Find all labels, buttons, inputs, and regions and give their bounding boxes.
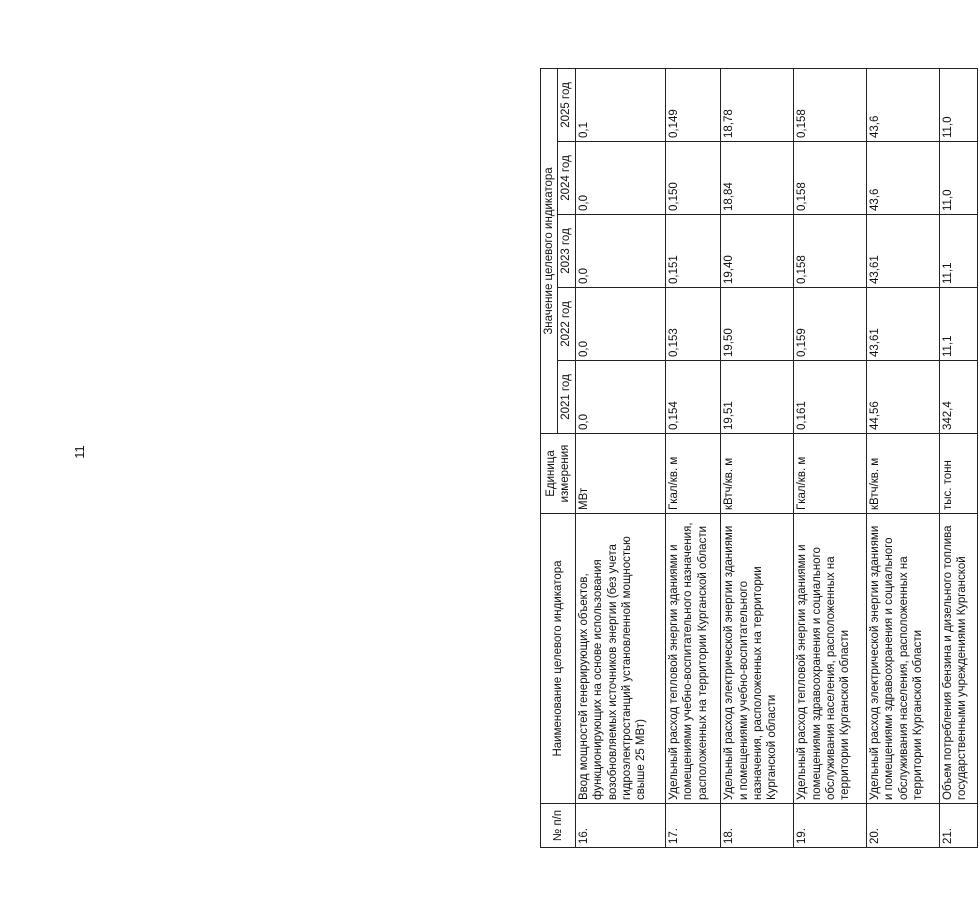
row-value: 44,56: [866, 361, 939, 434]
row-value: 0,1: [575, 68, 665, 141]
header-year: 2025 год: [558, 68, 575, 141]
header-year: 2024 год: [558, 142, 575, 215]
row-num: 20.: [866, 804, 939, 848]
header-year: 2023 год: [558, 215, 575, 288]
row-value: 11,1: [939, 288, 977, 361]
row-num: 16.: [575, 804, 665, 848]
row-num: 17.: [665, 804, 721, 848]
table-row: [721, 68, 794, 847]
rotated-table-wrapper: [540, 62, 980, 848]
row-value: 0,0: [575, 361, 665, 434]
header-row: [541, 68, 558, 847]
header-year: 2022 год: [558, 288, 575, 361]
row-value: 0,151: [665, 215, 721, 288]
row-value: 11,1: [939, 215, 977, 288]
row-value: 11,0: [939, 68, 977, 141]
row-value: 0,161: [794, 361, 867, 434]
row-unit: Гкал/кв. м: [794, 434, 867, 514]
row-value: 0,149: [665, 68, 721, 141]
row-num: 18.: [721, 804, 794, 848]
header-year: 2021 год: [558, 361, 575, 434]
table-row: [866, 68, 939, 847]
table-row: [939, 68, 977, 847]
header-name: Наименование целевого индикатора: [541, 514, 576, 804]
row-value: 18,84: [721, 142, 794, 215]
row-unit: кВтч/кв. м: [721, 434, 794, 514]
row-name: Удельный расход электрической энергии зданиями и помещениями здравоохранения и социального обслуживания населения, расположенных на территории Курганской области: [866, 514, 939, 804]
row-value: 19,50: [721, 288, 794, 361]
row-value: 0,159: [794, 288, 867, 361]
row-unit: МВт: [575, 434, 665, 514]
row-value: 0,150: [665, 142, 721, 215]
row-value: 43,61: [866, 215, 939, 288]
row-value: 43,61: [866, 288, 939, 361]
row-value: 18,78: [721, 68, 794, 141]
table-row: [794, 68, 867, 847]
row-name: Удельный расход тепловой энергии зданиями и помещениями здравоохранения и социального обслуживания населения, расположенных на территории Курганской области: [794, 514, 867, 804]
row-value: 0,154: [665, 361, 721, 434]
header-unit: Единица измерения: [541, 434, 576, 514]
header-target: Значение целевого индикатора: [541, 68, 558, 433]
row-name: Удельный расход тепловой энергии зданиями и помещениями учебно-воспитательного назначения, расположенных на территории Курганской области: [665, 514, 721, 804]
row-name: Ввод мощностей генерирующих объектов, функционирующих на основе использования возобновляемых источников энергии (без учета гидроэлектростанций установленной мощностью свыше 25 МВт): [575, 514, 665, 804]
row-value: 0,153: [665, 288, 721, 361]
table-row: [575, 68, 665, 847]
row-num: 19.: [794, 804, 867, 848]
row-value: 0,0: [575, 142, 665, 215]
row-value: 0,158: [794, 68, 867, 141]
row-value: 0,158: [794, 142, 867, 215]
row-value: 43,6: [866, 68, 939, 141]
row-value: 19,40: [721, 215, 794, 288]
page-number: 11: [72, 445, 87, 459]
indicator-table: [540, 68, 978, 848]
row-unit: кВтч/кв. м: [866, 434, 939, 514]
row-num: 21.: [939, 804, 977, 848]
row-value: 11,0: [939, 142, 977, 215]
row-name: Удельный расход электрической энергии зданиями и помещениями учебно-воспитательного назначения, расположенных на территории Курганской области: [721, 514, 794, 804]
row-value: 0,0: [575, 215, 665, 288]
row-unit: тыс. тонн: [939, 434, 977, 514]
row-value: 43,6: [866, 142, 939, 215]
table-row: [665, 68, 721, 847]
row-value: 19,51: [721, 361, 794, 434]
row-unit: Гкал/кв. м: [665, 434, 721, 514]
row-name: Объем потребления бензина и дизельного топлива государственными учреждениями Курганской: [939, 514, 977, 804]
header-num: № п/п: [541, 804, 576, 848]
row-value: 342,4: [939, 361, 977, 434]
row-value: 0,158: [794, 215, 867, 288]
row-value: 0,0: [575, 288, 665, 361]
